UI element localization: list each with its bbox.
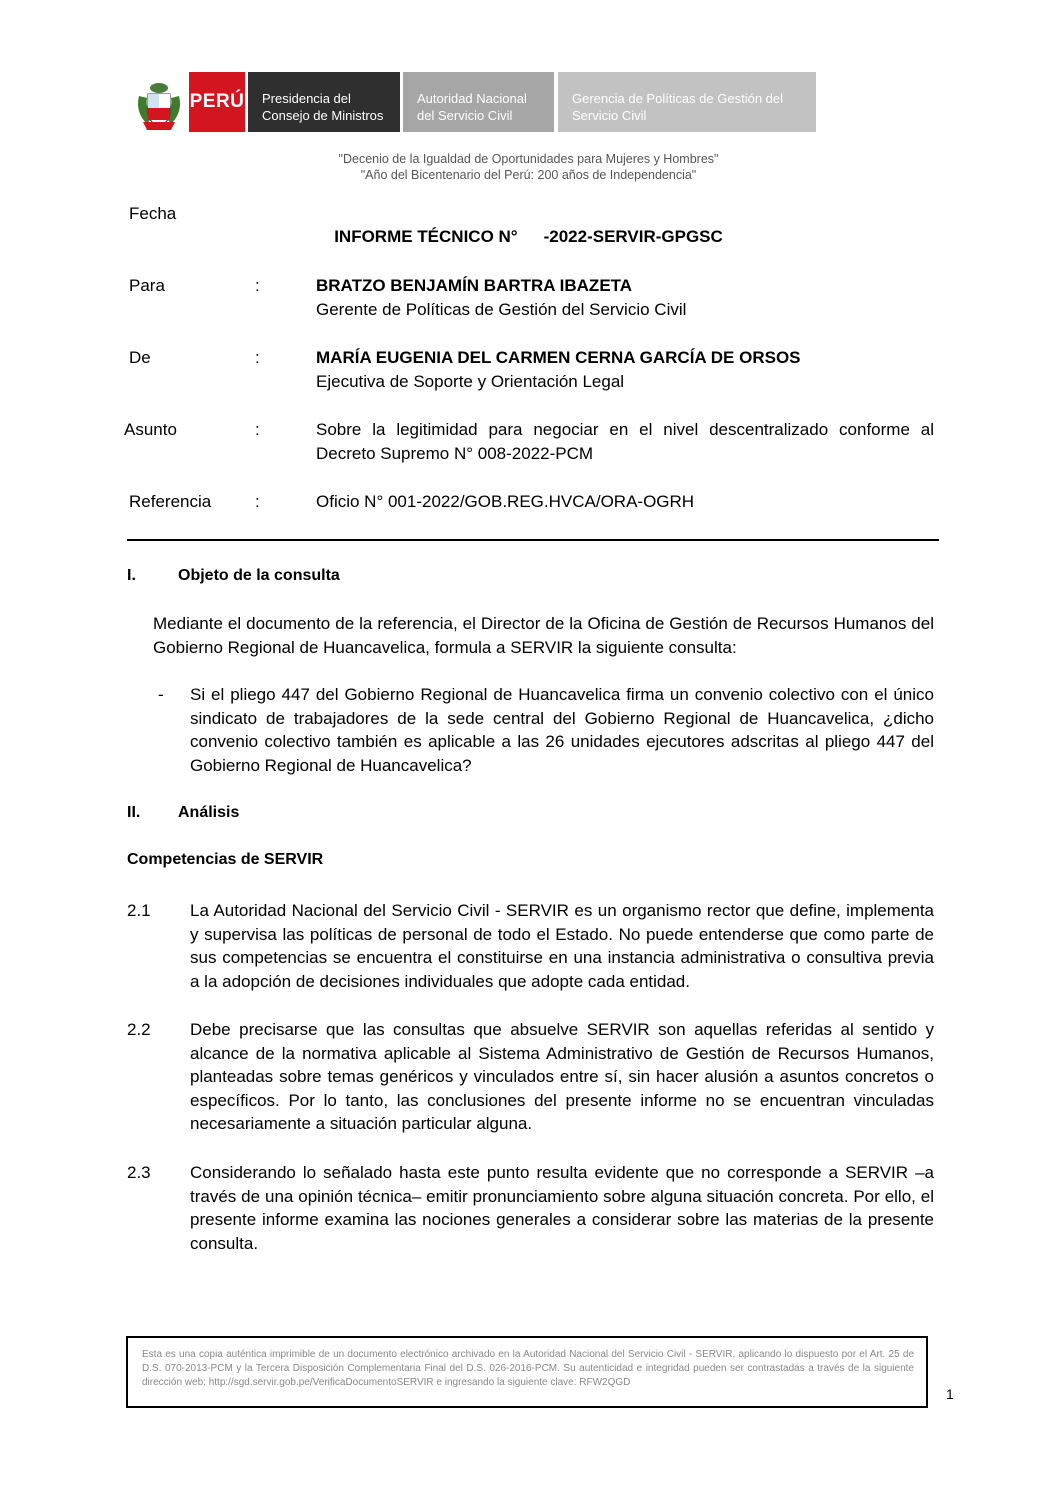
item-text: Considerando lo señalado hasta este punto resulta evidente que no corresponde a SERVIR –a través de una opinión técnica– emitir pronunciamiento sobre alguna situación concreta. Por ello, el presente informe examina las nociones generales a considerar sobre las materias de la presente consulta.	[190, 1163, 934, 1253]
item-number: 2.3	[127, 1163, 151, 1182]
asunto-line-1: Sobre la legitimidad para negociar en el nivel descentralizado conforme al	[316, 420, 934, 439]
item-number: 2.2	[127, 1020, 151, 1039]
section-1-number: I.	[127, 567, 136, 584]
header-cell-line: Presidencia del	[262, 91, 351, 106]
de-role: Ejecutiva de Soporte y Orientación Legal	[316, 372, 625, 391]
header-cell-line: del Servicio Civil	[417, 108, 513, 123]
header-cell-line: Autoridad Nacional	[417, 91, 527, 106]
colon: :	[255, 276, 260, 295]
decenio-motto	[0, 151, 1057, 183]
item-text: La Autoridad Nacional del Servicio Civil - SERVIR es un organismo rector que define, implementa y supervisa las políticas de personal de todo el Estado. No puede entenderse que como parte de sus competencias se encuentra el constituirse en una instancia administrativa o consultiva previa a la adopción de decisiones individuales que adopte cada entidad.	[190, 901, 934, 991]
de-label: De	[129, 348, 151, 367]
colon: :	[255, 420, 260, 439]
decenio-line-1: "Decenio de la Igualdad de Oportunidades para Mujeres y Hombres"	[338, 152, 719, 166]
asunto-label: Asunto	[124, 420, 177, 439]
peru-brand-label: PERÚ	[189, 72, 245, 132]
header-cell-gerencia	[558, 72, 816, 132]
colon: :	[255, 492, 260, 511]
para-role: Gerente de Políticas de Gestión del Servicio Civil	[316, 300, 687, 319]
page-number: 1	[946, 1386, 954, 1402]
colon: :	[255, 348, 260, 367]
section-1-intro: Mediante el documento de la referencia, el Director de la Oficina de Gestión de Recursos Humanos del Gobierno Regional de Huancavelica, formula a SERVIR la siguiente consulta:	[153, 614, 934, 657]
peru-coat-of-arms-logo	[133, 78, 185, 134]
header-cell-pcm	[248, 72, 400, 132]
separator-rule	[127, 539, 939, 541]
para-label: Para	[129, 276, 165, 295]
section-2-subtitle: Competencias de SERVIR	[127, 851, 324, 868]
item-text: Debe precisarse que las consultas que absuelve SERVIR son aquellas referidas al sentido y alcance de la normativa aplicable al Sistema Administrativo de Gestión de Recursos Humanos, planteadas sobre temas genéricos y vinculados entre sí, sin hacer alusión a asuntos concretos o específicos. Por lo tanto, las conclusiones del presente informe no se encuentran vinculadas necesariamente a situación particular alguna.	[190, 1020, 934, 1133]
asunto-line-2: Decreto Supremo N° 008-2022-PCM	[316, 444, 594, 463]
item-number: 2.1	[127, 901, 151, 920]
section-2-title: Análisis	[178, 804, 240, 821]
para-name: BRATZO BENJAMÍN BARTRA IBAZETA	[316, 276, 633, 295]
referencia-label: Referencia	[129, 492, 212, 511]
title-part-1: INFORME TÉCNICO N°	[334, 227, 518, 246]
header-cell-line: Consejo de Ministros	[262, 108, 384, 123]
decenio-line-2: "Año del Bicentenario del Perú: 200 años de Independencia"	[360, 168, 697, 182]
section-1-title: Objeto de la consulta	[178, 567, 340, 584]
document-title	[0, 227, 1057, 247]
de-name: MARÍA EUGENIA DEL CARMEN CERNA GARCÍA DE ORSOS	[316, 348, 801, 367]
title-part-2: -2022-SERVIR-GPGSC	[543, 227, 723, 246]
authenticity-notice: Esta es una copia auténtica imprimible de un documento electrónico archivado en la Autoridad Nacional del Servicio Civil - SERVIR, aplicando lo dispuesto por el Art. 25 de D.S. 070-2013-PCM y la Tercera Disposición Complementaria Final del D.S. 026-2016-PCM. Su autenticidad e integridad pueden ser contrastadas a través de la siguiente dirección web: http://sgd.servir.gob.pe/VerificaDocumentoSERVIR e ingresando la siguiente clave: RFW2QGD	[126, 1336, 928, 1408]
header-cell-servir	[403, 72, 554, 132]
consulta-question: Si el pliego 447 del Gobierno Regional de Huancavelica firma un convenio colectivo con el único sindicato de trabajadores de la sede central del Gobierno Regional de Huancavelica, ¿dicho convenio colectivo también es aplicable a las 26 unidades ejecutores adscritas al pliego 447 del Gobierno Regional de Huancavelica?	[190, 685, 934, 775]
header-cell-line: Gerencia de Políticas de Gestión del	[572, 91, 784, 106]
fecha-label: Fecha	[129, 204, 177, 223]
section-2-number: II.	[127, 804, 141, 821]
header-cell-line: Servicio Civil	[572, 108, 647, 123]
referencia-value: Oficio N° 001-2022/GOB.REG.HVCA/ORA-OGRH	[316, 492, 695, 511]
bullet-dash: -	[158, 685, 164, 704]
